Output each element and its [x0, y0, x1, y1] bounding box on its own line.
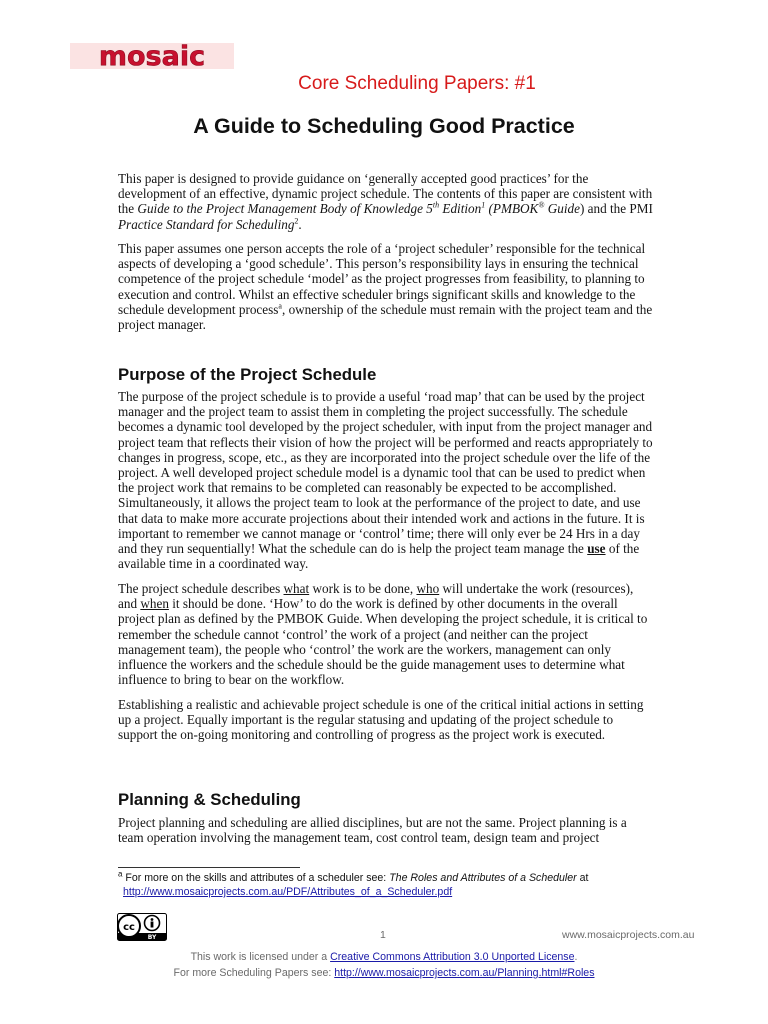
planning-heading: Planning & Scheduling	[118, 790, 301, 809]
intro-paragraph-2: This paper assumes one person accepts the role of a ‘project scheduler’ responsible for the technical aspects of developing a ‘good schedule’. This person’s responsibility lays in ensuring the technical competence of the project schedule ‘model’ as the project progresses from feasibility, to planning to execution and control. Whilst an effective scheduler brings significant skills and knowledge to the schedule development process$^a$, ownership of the schedule must remain with the project team and the project manager.	[118, 241, 653, 333]
page-title: A Guide to Scheduling Good Practice	[193, 114, 575, 138]
more-papers-line: For more Scheduling Papers see: http://www.mosaicprojects.com.au/Planning.html#Roles	[173, 967, 595, 979]
svg-text:cc: cc	[123, 922, 135, 933]
footnote-link[interactable]: http://www.mosaicprojects.com.au/PDF/Attributes_of_a_Scheduler.pdf	[123, 886, 453, 898]
more-papers-link[interactable]: http://www.mosaicprojects.com.au/Planning.html#Roles	[334, 967, 595, 979]
mosaic-logo	[70, 41, 234, 71]
footnote-divider	[118, 867, 300, 868]
site-url: www.mosaicprojects.com.au	[562, 929, 695, 941]
page-number: 1	[380, 929, 386, 941]
footnote: $^a$ For more on the skills and attributes of a scheduler see: The Roles and Attributes of a Scheduler at http://www.mosaicprojects.com.au/PDF/Attributes_of_a_Scheduler.pdf	[118, 869, 589, 898]
intro-paragraph-1: This paper is designed to provide guidance on ‘generally accepted good practices’ for the development of an effective, dynamic project schedule. The contents of this paper are consistent with the Guide to the Project Management Body of Knowledge 5th Edition$^1$ (PMBOK® Guide) and the PMI Practice Standard for Scheduling$^2$.	[118, 171, 653, 232]
series-title: Core Scheduling Papers: #1	[298, 73, 536, 94]
cc-by-badge-icon[interactable]	[117, 913, 167, 941]
purpose-paragraph-2: The project schedule describes what work is to be done, who will undertake the work (resources), and when it should be done. ‘How’ to do the work is defined by other documents in the overall project plan as defined by the PMBOK Guide. When developing the project schedule, it is critical to remember the schedule cannot ‘control’ the work of a project (and neither can the project management team), the people who ‘control’ the work are the workers, management can only influence the workers and the schedule should be the guide management uses to determine what influence to bring to bear on the workflow.	[118, 581, 648, 688]
purpose-paragraph-3: Establishing a realistic and achievable project schedule is one of the critical initial actions in setting up a project. Equally important is the regular statusing and updating of the project schedule to support the on-going monitoring and controlling of progress as the project work is executed.	[118, 697, 644, 743]
purpose-paragraph-1: The purpose of the project schedule is to provide a useful ‘road map’ that can be used by the project manager and the project team to assist them in completing the project successfully. The schedule becomes a dynamic tool developed by the project scheduler, with input from the project manager and project team that reflects their vision of how the project will be performed and reacts appropriately to changes in progress, scope, etc., as they are incorporated into the project schedule over the life of the project. A well developed project schedule model is a dynamic tool that can be used to predict when the project work that remains to be completed can reasonably be expected to be accomplished. Simultaneously, it allows the project team to look at the performance of the project to date, and use that data to make more accurate projections about their intended work and actions in the future. It is important to remember we cannot manage or ‘control’ time; there will only ever be 24 Hrs in a day and they run sequentially! What the schedule can do is help the project team manage the use of the available time in a coordinated way.	[118, 389, 653, 572]
logo-text: mosaic	[98, 41, 206, 71]
license-link[interactable]: Creative Commons Attribution 3.0 Unported License	[330, 951, 575, 963]
purpose-heading: Purpose of the Project Schedule	[118, 365, 377, 384]
svg-text:BY: BY	[147, 934, 157, 941]
planning-paragraph-1: Project planning and scheduling are allied disciplines, but are not the same. Project planning is a team operation involving the management team, cost control team, design team and project	[118, 815, 627, 846]
license-line: This work is licensed under a Creative Commons Attribution 3.0 Unported License.	[190, 951, 578, 963]
